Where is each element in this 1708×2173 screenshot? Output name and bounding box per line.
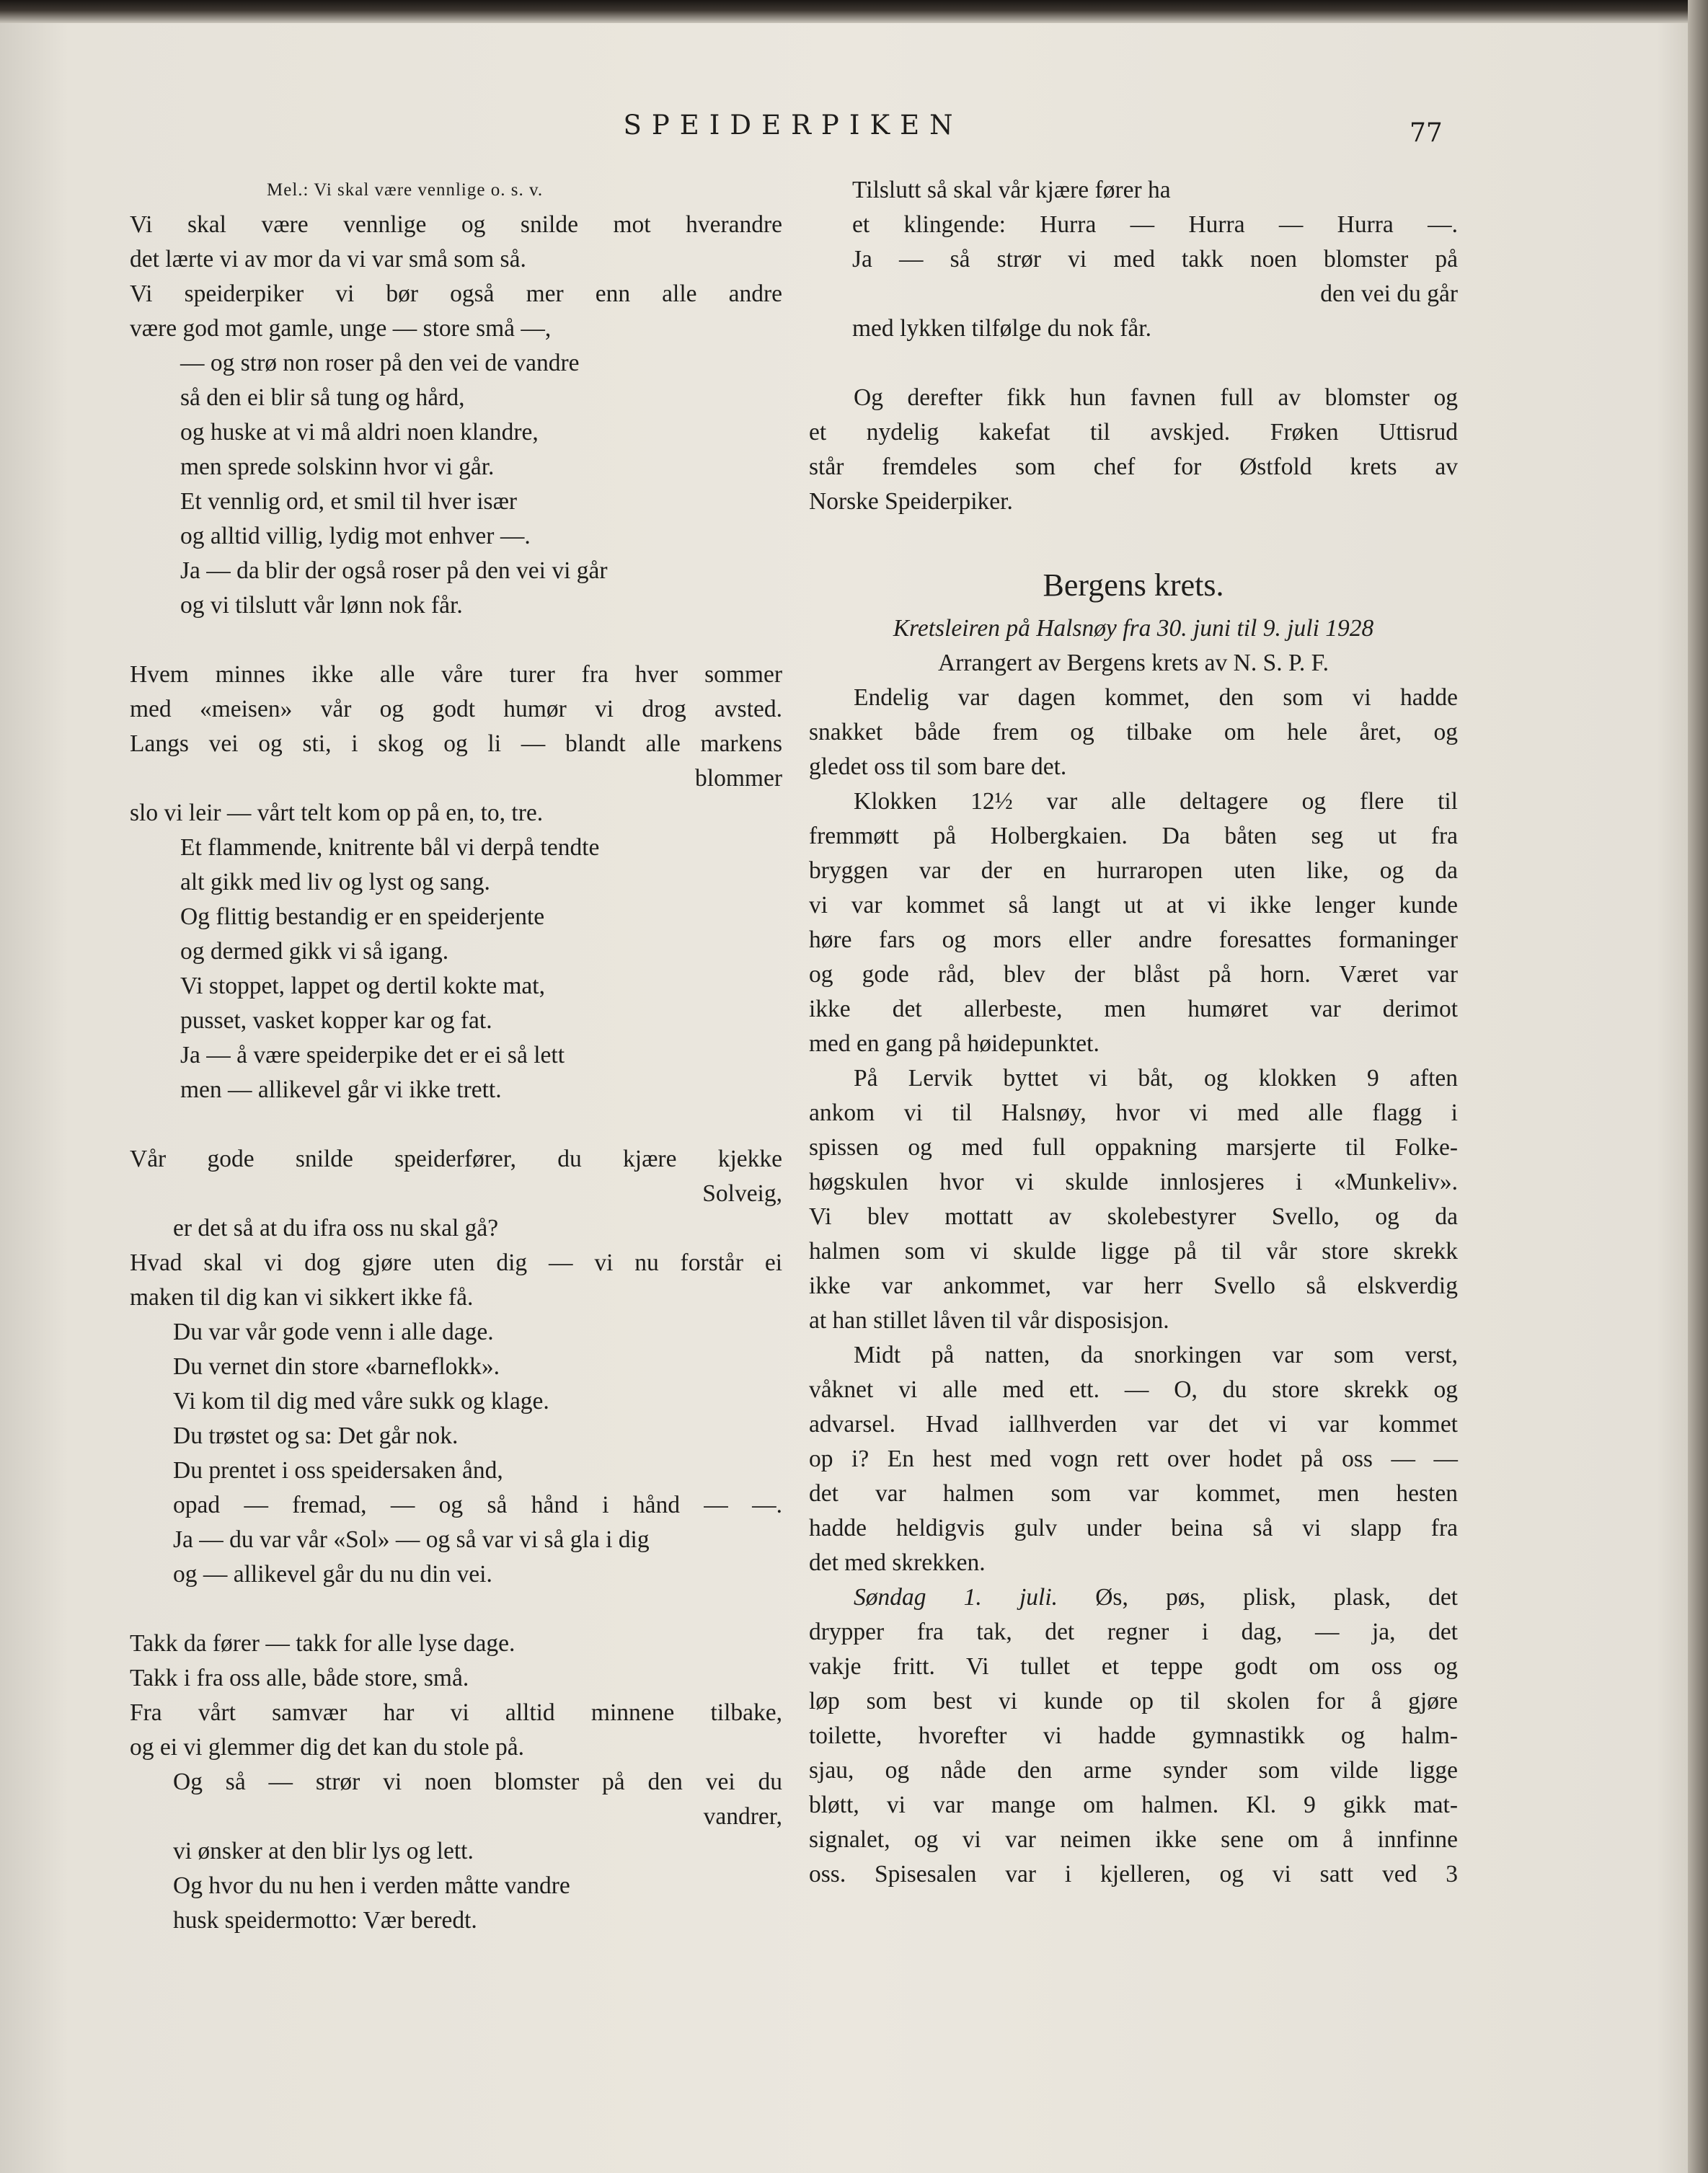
text-line: advarsel. Hvad iallhverden var det vi var kommet	[809, 1411, 1458, 1438]
text-line: bløtt, vi var mange om halmen. Kl. 9 gikk mat-	[809, 1792, 1458, 1818]
text-line: opad — fremad, — og så hånd i hånd — —.	[173, 1492, 782, 1518]
text-line: Du prentet i oss speidersaken ånd,	[173, 1457, 503, 1484]
text-line: Vi kom til dig med våre sukk og klage.	[173, 1388, 549, 1415]
text-line: Og flittig bestandig er en speiderjente	[180, 903, 545, 930]
running-title: SPEIDERPIKEN	[623, 110, 963, 141]
text-line: løp som best vi kunde op til skolen for å gjøre	[809, 1688, 1458, 1714]
text-line: Og så — strør vi noen blomster på den vei du	[173, 1769, 782, 1795]
text-line: med «meisen» vår og godt humør vi drog avsted.	[130, 696, 782, 722]
text-line: hadde heldigvis gulv under beina så vi slapp fra	[809, 1515, 1458, 1541]
stanza-gap	[130, 1592, 782, 1627]
text-line: snakket både frem og tilbake om hele året, og	[809, 719, 1458, 745]
text-line: og — allikevel går du nu din vei.	[173, 1561, 492, 1588]
text-line: maken til dig kan vi sikkert ikke få.	[130, 1284, 474, 1311]
text-line: våknet vi alle med ett. — O, du store skrekk og	[809, 1376, 1458, 1403]
text-line: Vi stoppet, lappet og dertil kokte mat,	[180, 973, 545, 999]
text-line: og dermed gikk vi så igang.	[180, 938, 449, 965]
text-line: Ja — du var vår «Sol» — og så var vi så gla i dig	[173, 1526, 650, 1553]
text-line: og alltid villig, lydig mot enhver —.	[180, 523, 531, 549]
section-heading: Bergens krets.	[1043, 567, 1224, 603]
text-line: Tilslutt så skal vår kjære fører ha	[852, 177, 1171, 203]
text-line: halmen som vi skulde ligge på til vår store skrekk	[809, 1238, 1458, 1265]
text-line: vakje fritt. Vi tullet et teppe godt om oss og	[809, 1653, 1458, 1680]
text-line: ikke var ankommet, var herr Svello så elskverdig	[809, 1273, 1458, 1299]
text-line: høre fars og mors eller andre foresattes formaninger	[809, 926, 1458, 953]
text-line: Hvad skal vi dog gjøre uten dig — vi nu forstår ei	[130, 1249, 782, 1276]
text-line: det var halmen som var kommet, men hesten	[809, 1480, 1458, 1507]
poem-lines	[130, 208, 782, 1938]
text-line: og huske at vi må aldri noen klandre,	[180, 419, 539, 446]
section-subtitle: Kretsleiren på Halsnøy fra 30. juni til 9. juli 1928	[893, 615, 1374, 642]
text-line: spissen og med full oppakning marsjerte til Folke-	[809, 1134, 1458, 1161]
text-line: være god mot gamle, unge — store små —,	[130, 315, 552, 342]
text-line: at han stillet låven til vår disposisjon.	[809, 1307, 1169, 1334]
text-line: og ei vi glemmer dig det kan du stole på.	[130, 1734, 525, 1761]
text-line: Og hvor du nu hen i verden måtte vandre	[173, 1872, 570, 1899]
text-line: oss. Spisesalen var i kjelleren, og vi satt ved 3	[809, 1861, 1458, 1887]
text-line: Ja — da blir der også roser på den vei vi går	[180, 557, 608, 584]
sunday-label: Søndag 1. juli.	[854, 1584, 1058, 1611]
text-line: Vår gode snilde speiderfører, du kjære kjekke	[130, 1146, 782, 1172]
text-line: husk speidermotto: Vær beredt.	[173, 1907, 477, 1934]
left-column	[130, 173, 782, 1938]
text-line: men sprede solskinn hvor vi går.	[180, 453, 495, 480]
text-line: Solveig,	[702, 1180, 782, 1207]
text-line: står fremdeles som chef for Østfold krets av	[809, 453, 1458, 480]
sunday-first-text: Øs, pøs, plisk, plask, det	[1095, 1584, 1458, 1611]
text-line: Takk da fører — takk for alle lyse dage.	[130, 1630, 516, 1657]
text-line: er det så at du ifra oss nu skal gå?	[173, 1215, 499, 1242]
melody-note: Mel.: Vi skal være vennlige o. s. v.	[267, 180, 544, 200]
text-line: toilette, hvorefter vi hadde gymnastikk og halm-	[809, 1722, 1458, 1749]
text-line: Et vennlig ord, et smil til hver især	[180, 488, 518, 515]
text-line: og gode råd, blev der blåst på horn. Været var	[809, 961, 1458, 988]
text-line: vandrer,	[703, 1803, 782, 1830]
text-line: — og strø non roser på den vei de vandre	[180, 350, 580, 376]
text-line: så den ei blir så tung og hård,	[180, 384, 465, 411]
text-line: et klingende: Hurra — Hurra — Hurra —.	[852, 211, 1458, 238]
text-line: Ja — å være speiderpike det er ei så lett	[180, 1042, 565, 1068]
scan-right-edge	[1688, 0, 1708, 2173]
poem-ending	[809, 173, 1458, 346]
stanza-gap	[130, 623, 782, 658]
text-line: Norske Speiderpiker.	[809, 488, 1013, 515]
text-line: sjau, og nåde den arme synder som vilde ligge	[809, 1757, 1458, 1784]
text-line: blommer	[695, 765, 782, 792]
text-line: den vei du går	[1320, 280, 1458, 307]
text-line: Takk i fra oss alle, både store, små.	[130, 1665, 469, 1691]
text-line: med lykken tilfølge du nok får.	[852, 315, 1151, 342]
text-line: Endelig var dagen kommet, den som vi hadde	[854, 684, 1458, 711]
text-line: signalet, og vi var neimen ikke sene om å innfinne	[809, 1826, 1458, 1853]
page-number: 77	[1410, 118, 1443, 148]
sunday-paragraph	[809, 1615, 1458, 1892]
text-line: Du trøstet og sa: Det går nok.	[173, 1422, 459, 1449]
sunday-first-line	[809, 1580, 1458, 1615]
spacer	[809, 346, 1458, 381]
text-line: Midt på natten, da snorkingen var som verst,	[854, 1342, 1458, 1368]
scan-top-edge	[0, 0, 1708, 23]
text-line: ankom vi til Halsnøy, hvor vi med alle flagg i	[809, 1099, 1458, 1126]
text-line: det med skrekken.	[809, 1549, 986, 1576]
spacer	[809, 519, 1458, 554]
text-line: Og derefter fikk hun favnen full av blomster og	[854, 384, 1458, 411]
article-body	[809, 681, 1458, 1580]
text-line: Ja — så strør vi med takk noen blomster på	[852, 246, 1458, 273]
text-line: Langs vei og sti, i skog og li — blandt alle markens	[130, 730, 782, 757]
text-line: vi var kommet så langt ut at vi ikke lenger kunde	[809, 892, 1458, 919]
text-line: et nydelig kakefat til avskjed. Frøken Uttisrud	[809, 419, 1458, 446]
text-line: Vi speiderpiker vi bør også mer enn alle andre	[130, 280, 782, 307]
text-line: op i? En hest med vogn rett over hodet på oss — —	[809, 1446, 1458, 1472]
text-line: Klokken 12½ var alle deltagere og flere til	[854, 788, 1458, 815]
text-line: slo vi leir — vårt telt kom op på en, to, tre.	[130, 800, 544, 826]
text-line: Vi blev mottatt av skolebestyrer Svello, og da	[809, 1203, 1458, 1230]
text-line: men — allikevel går vi ikke trett.	[180, 1076, 502, 1103]
text-line: alt gikk med liv og lyst og sang.	[180, 869, 490, 895]
text-line: med en gang på høidepunktet.	[809, 1030, 1099, 1057]
text-line: Et flammende, knitrente bål vi derpå tendte	[180, 834, 600, 861]
text-line: vi ønsker at den blir lys og lett.	[173, 1838, 474, 1864]
text-line: pusset, vasket kopper kar og fat.	[180, 1007, 492, 1034]
arranged-by-line: Arrangert av Bergens krets av N. S. P. F.	[938, 650, 1329, 676]
text-line: drypper fra tak, det regner i dag, — ja, det	[809, 1619, 1458, 1645]
text-line: Du vernet din store «barneflokk».	[173, 1353, 500, 1380]
text-line: ikke det allerbeste, men humøret var derimot	[809, 996, 1458, 1022]
text-line: og vi tilslutt vår lønn nok får.	[180, 592, 463, 619]
text-line: På Lervik byttet vi båt, og klokken 9 aften	[854, 1065, 1458, 1092]
text-line: fremmøtt på Holbergkaien. Da båten seg ut fra	[809, 823, 1458, 849]
text-line: høgskulen hvor vi skulde innlosjeres i «Munkeliv».	[809, 1169, 1458, 1195]
text-line: det lærte vi av mor da vi var små som så.	[130, 246, 526, 273]
text-line: bryggen var der en hurraropen uten like, og da	[809, 857, 1458, 884]
text-line: Du var vår gode venn i alle dage.	[173, 1319, 494, 1345]
stanza-gap	[130, 1107, 782, 1142]
text-line: Fra vårt samvær har vi alltid minnene tilbake,	[130, 1699, 782, 1726]
closing-note	[809, 381, 1458, 519]
right-column	[809, 173, 1458, 1892]
text-line: gledet oss til som bare det.	[809, 753, 1067, 780]
text-line: Hvem minnes ikke alle våre turer fra hver sommer	[130, 661, 782, 688]
text-line: Vi skal være vennlige og snilde mot hverandre	[130, 211, 782, 238]
